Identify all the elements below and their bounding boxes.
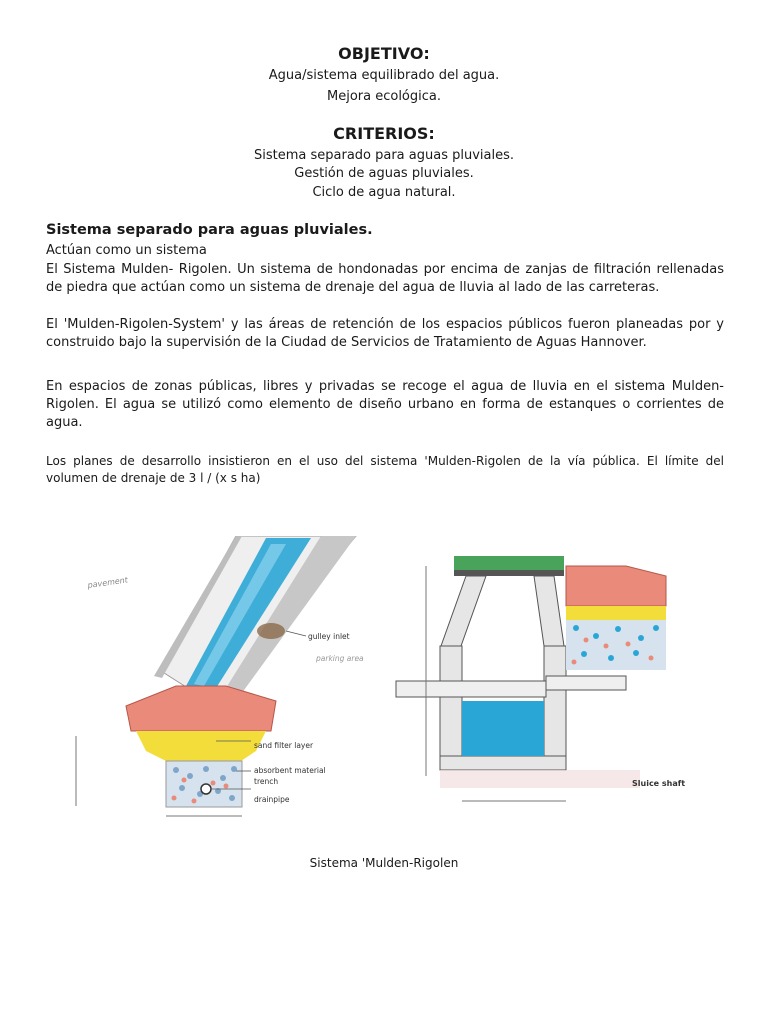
side-sand-layer	[566, 606, 666, 620]
section-heading: Sistema separado para aguas pluviales.	[46, 222, 373, 238]
sluice-shaft-drawing	[396, 556, 685, 801]
label-gulley-inlet: gulley inlet	[308, 632, 350, 641]
label-trench: trench	[254, 777, 279, 786]
criteria-heading: CRITERIOS:	[333, 124, 435, 143]
objective-line-1: Agua/sistema equilibrado del agua.	[268, 68, 500, 83]
objective-line-2: Mejora ecológica.	[327, 89, 441, 104]
label-parking: parking area	[316, 654, 364, 663]
figure-caption: Sistema 'Mulden-Rigolen	[309, 856, 459, 870]
label-sluice-shaft: Sluice shaft	[632, 779, 686, 788]
paragraph-4: Los planes de desarrollo insistieron en el uso del sistema 'Mulden-Rigolen de la vía pública. El límite del volumen de drenaje de 3 l / (x s ha)	[46, 454, 724, 485]
side-soil-layer	[566, 566, 666, 606]
criteria-line-1: Sistema separado para aguas pluviales.	[253, 148, 514, 163]
drainpipe-icon	[201, 784, 211, 794]
paragraph-2: El 'Mulden-Rigolen-System' y las áreas de retención de los espacios públicos fueron planeadas por y construido bajo la supervisión de la Ciudad de Servicios de Tratamiento de Aguas Hannover.	[46, 317, 724, 350]
soil-layer	[126, 686, 276, 731]
mulden-rigolen-figure	[66, 536, 704, 822]
label-pavement: pavement	[87, 575, 129, 590]
label-drainpipe: drainpipe	[254, 795, 290, 804]
figure-drawings	[66, 536, 704, 822]
criteria-line-3: Ciclo de agua natural.	[312, 185, 456, 200]
criteria-line-2: Gestión de aguas pluviales.	[294, 166, 474, 181]
shaft-water	[462, 701, 544, 756]
paragraph-1: El Sistema Mulden- Rigolen. Un sistema de hondonadas por encima de zanjas de filtración rellenadas de piedra que actúan como un sistema de drenaje del agua de lluvia al lado de las carreteras.	[46, 262, 724, 295]
label-sand-filter: sand filter layer	[254, 741, 314, 750]
paragraph-3: En espacios de zonas públicas, libres y privadas se recoge el agua de lluvia en el sistema Mulden-Rigolen. El agua se utilizó como elemento de diseño urbano en forma de estanques o corrientes de agua.	[46, 379, 724, 430]
sand-filter-layer	[136, 731, 266, 761]
swale-section-drawing	[76, 536, 364, 816]
label-absorbent: absorbent material	[254, 766, 326, 775]
paragraph-1-intro: Actúan como un sistema	[46, 243, 207, 258]
objective-heading: OBJETIVO:	[338, 44, 430, 63]
